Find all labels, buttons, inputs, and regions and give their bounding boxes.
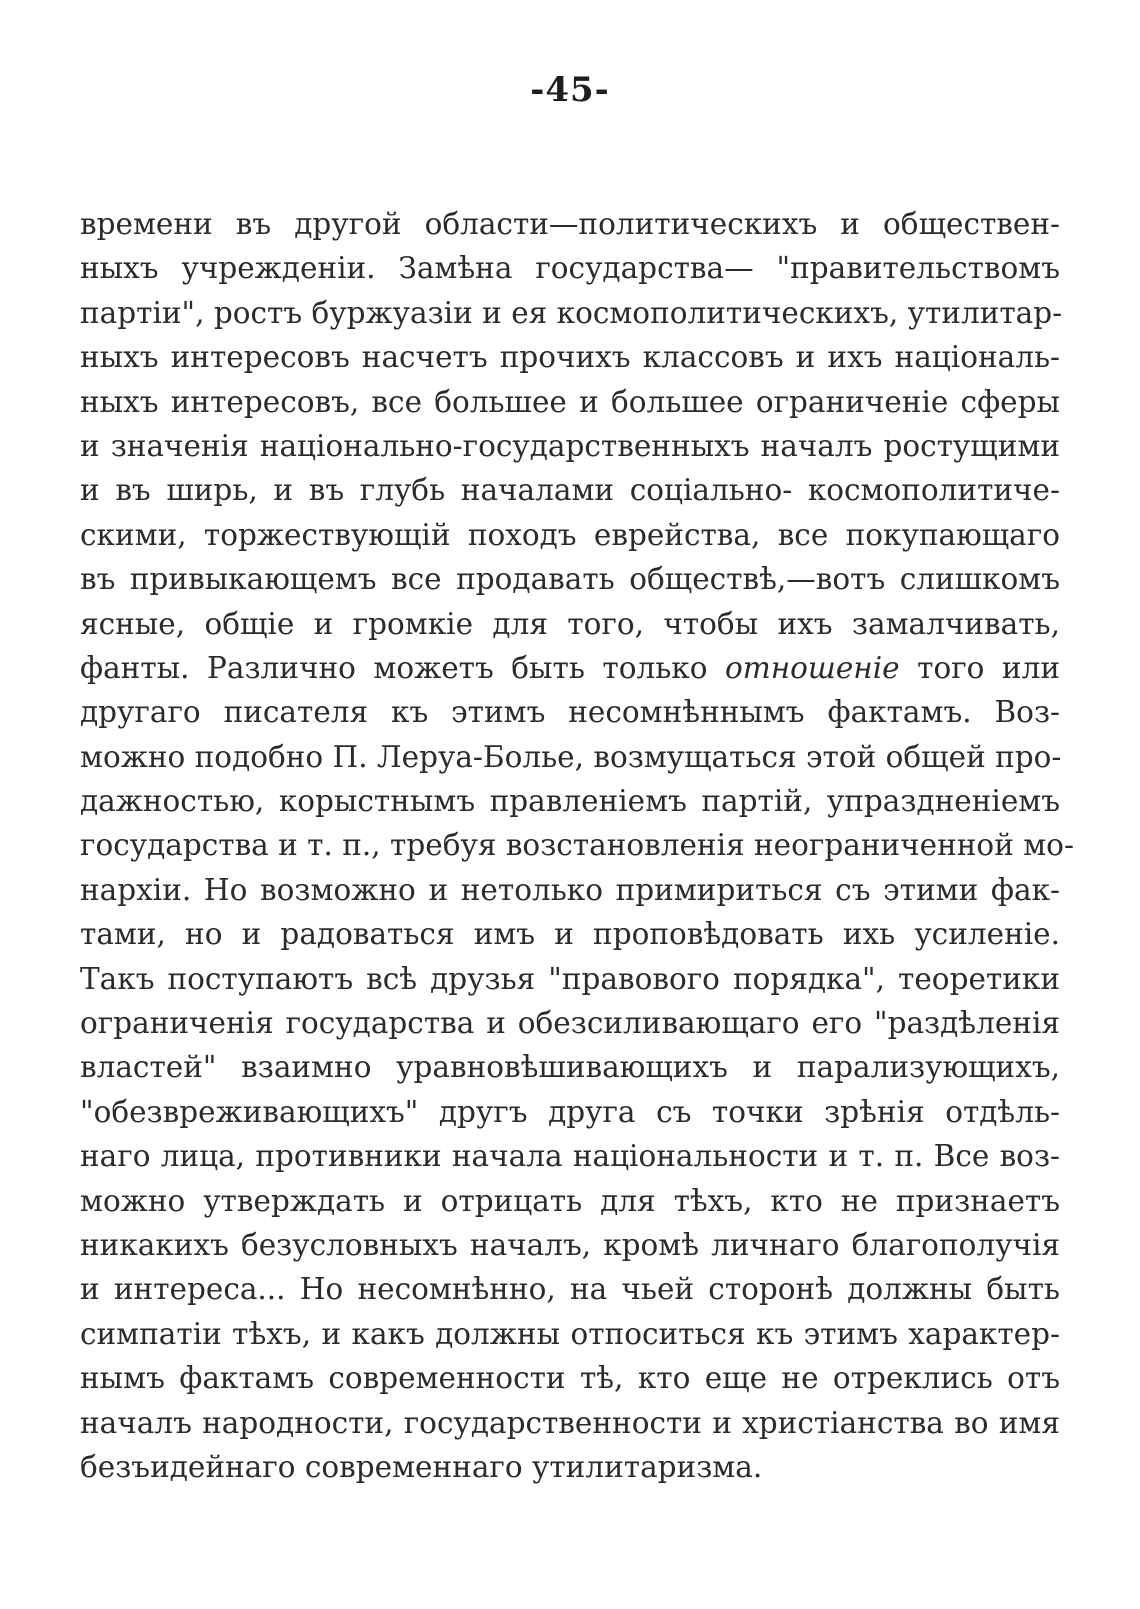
text-line: началъ народности, государственности и христiанства во имя — [80, 1405, 1060, 1440]
text-line: и значенiя нацiонально-государственныхъ началъ ростущими — [80, 428, 1060, 463]
text-line: нымъ фактамъ современности тѣ, кто еще не отреклись отъ — [80, 1361, 1060, 1396]
text-line: въ привыкающемъ все продавать обществѣ,—вотъ слишкомъ — [80, 562, 1060, 597]
text-line-last: безъидейнаго современнаго утилитаризма. — [80, 1449, 763, 1484]
text-line: тами, но и радоваться имъ и проповѣдовать ихь усиленiе. — [80, 917, 1060, 952]
text-line: ныхъ учрежденiи. Замѣна государства— "правительствомъ — [80, 251, 1060, 286]
body-text — [80, 202, 1074, 1489]
page-number: -45- — [530, 70, 610, 110]
text-segment: того или — [899, 650, 1060, 685]
text-line: можно утверждать и отрицать для тѣхъ, кто не признаетъ — [80, 1183, 1060, 1218]
text-line: "обезвреживающихъ" другъ друга съ точки зрѣнiя отдѣль- — [80, 1094, 1060, 1129]
text-line: государства и т. п., требуя возстановленiя неограниченной мо- — [80, 828, 1074, 863]
text-line: Такъ поступаютъ всѣ друзья "правового порядка", теоретики — [80, 961, 1060, 996]
text-line: времени въ другой области—политическихъ и обществен- — [80, 207, 1060, 241]
text-line-with-italic — [80, 646, 1060, 690]
text-line: ныхъ интересовъ насчетъ прочихъ классовъ и ихъ нацiональ- — [80, 340, 1060, 375]
italic-word: отношенiе — [724, 650, 900, 685]
text-line: никакихъ безусловныхъ началъ, кромѣ личнаго благополучiя — [80, 1227, 1060, 1262]
text-line: и въ ширь, и въ глубь началами соцiально- космополитиче- — [80, 473, 1060, 508]
text-line: другаго писателя къ этимъ несомнѣннымъ фактамъ. Воз- — [80, 695, 1060, 730]
text-segment: фанты. Различно можетъ быть только — [80, 650, 725, 685]
text-line: ныхъ интересовъ, все большее и большее ограниченiе сферы — [80, 384, 1060, 419]
text-line: партiи", ростъ буржуазiи и ея космополитическихъ, утилитар- — [80, 295, 1063, 330]
text-line: можно подобно П. Леруа-Болье, возмущаться этой общей про- — [80, 739, 1062, 774]
text-line: дажностью, корыстнымъ правленiемъ партiй, упраздненiемъ — [80, 784, 1060, 819]
text-line: скими, торжествующiй походъ еврейства, все покупающаго — [80, 517, 1060, 552]
text-line: ограниченiя государства и обезсиливающаго его "раздѣленiя — [80, 1006, 1060, 1041]
text-line: и интереса... Но несомнѣнно, на чьей сторонѣ должны быть — [80, 1272, 1060, 1307]
text-line: наго лица, противники начала нацiональности и т. п. Все воз- — [80, 1139, 1060, 1174]
text-line: властей" взаимно уравновѣшивающихъ и парализующихъ, — [80, 1050, 1060, 1085]
text-line: симпатiи тѣхъ, и какъ должны отпоситься къ этимъ характер- — [80, 1316, 1060, 1351]
text-line: ясные, общiе и громкiе для того, чтобы ихъ замалчивать, — [80, 606, 1060, 641]
text-line: нархiи. Но возможно и нетолько примириться съ этими фак- — [80, 872, 1060, 907]
